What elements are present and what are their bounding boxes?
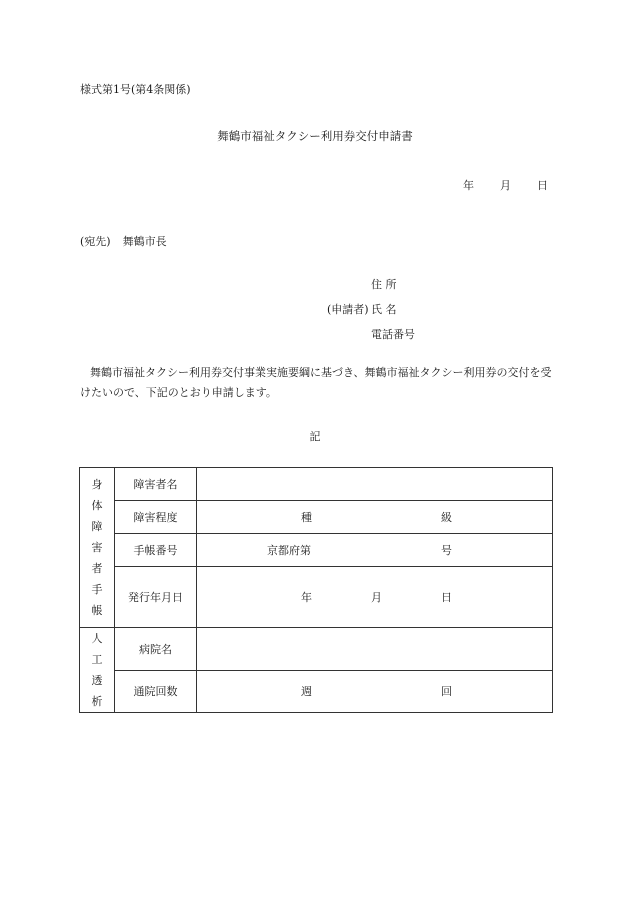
table-row — [80, 501, 553, 534]
category-char: 帳 — [91, 604, 103, 617]
visits-times: 回 — [441, 685, 452, 699]
disabled-name-label: 障害者名 — [115, 468, 197, 501]
date-day: 日 — [537, 179, 548, 192]
addressee-name: 舞鶴市長 — [122, 235, 167, 248]
category-char: 透 — [91, 674, 103, 687]
category-char: 障 — [91, 520, 103, 533]
issue-date-label: 発行年月日 — [115, 567, 197, 628]
form-id: 様式第1号(第4条関係) — [80, 83, 191, 96]
issue-month: 月 — [371, 591, 382, 604]
table-row — [80, 534, 553, 567]
issue-date-field[interactable] — [197, 567, 553, 628]
category-char: 者 — [91, 562, 103, 575]
prefecture-prefix: 京都府第 — [267, 544, 311, 557]
visits-label: 通院回数 — [115, 670, 197, 713]
visits-field[interactable] — [197, 670, 553, 713]
table-row — [80, 468, 553, 501]
application-statement: 舞鶴市福祉タクシー利用券交付事業実施要綱に基づき、舞鶴市福祉タクシー利用券の交付を受けたいので、下記のとおり申請します。 — [80, 366, 552, 399]
category-char: 手 — [91, 583, 103, 596]
degree-field[interactable] — [197, 501, 553, 534]
disabled-name-field[interactable] — [197, 468, 553, 501]
category-char: 体 — [91, 499, 103, 512]
document-title: 舞鶴市福祉タクシー利用券交付申請書 — [217, 129, 413, 143]
category-char: 工 — [91, 653, 103, 666]
degree-kind: 種 — [301, 511, 312, 524]
addressee — [80, 233, 167, 249]
ki-heading: 記 — [309, 430, 321, 443]
date-month: 月 — [500, 179, 511, 192]
hospital-field[interactable] — [197, 628, 553, 671]
applicant-address-label: 住 所 — [371, 278, 397, 291]
applicant-label: (申請者) — [327, 303, 369, 316]
hospital-label: 病院名 — [115, 628, 197, 671]
category-char: 害 — [91, 541, 103, 554]
category-handbook — [80, 468, 115, 628]
category-char: 人 — [91, 632, 103, 645]
category-char: 身 — [91, 478, 103, 491]
degree-grade: 級 — [441, 511, 452, 524]
table-row — [80, 628, 553, 671]
category-char: 析 — [91, 695, 103, 708]
issue-day: 日 — [441, 591, 452, 604]
issue-year: 年 — [301, 591, 312, 604]
handbook-no-field[interactable] — [197, 534, 553, 567]
number-suffix: 号 — [441, 544, 452, 557]
table-row — [80, 670, 553, 713]
handbook-no-label: 手帳番号 — [115, 534, 197, 567]
category-dialysis — [80, 628, 115, 713]
date-year: 年 — [463, 179, 474, 192]
visits-week: 週 — [301, 685, 312, 699]
applicant-name-label: 氏 名 — [371, 303, 397, 316]
application-table — [79, 467, 553, 713]
applicant-phone-label: 電話番号 — [371, 328, 415, 341]
degree-label: 障害程度 — [115, 501, 197, 534]
table-row — [80, 567, 553, 628]
addressee-prefix: (宛先) — [80, 235, 111, 248]
